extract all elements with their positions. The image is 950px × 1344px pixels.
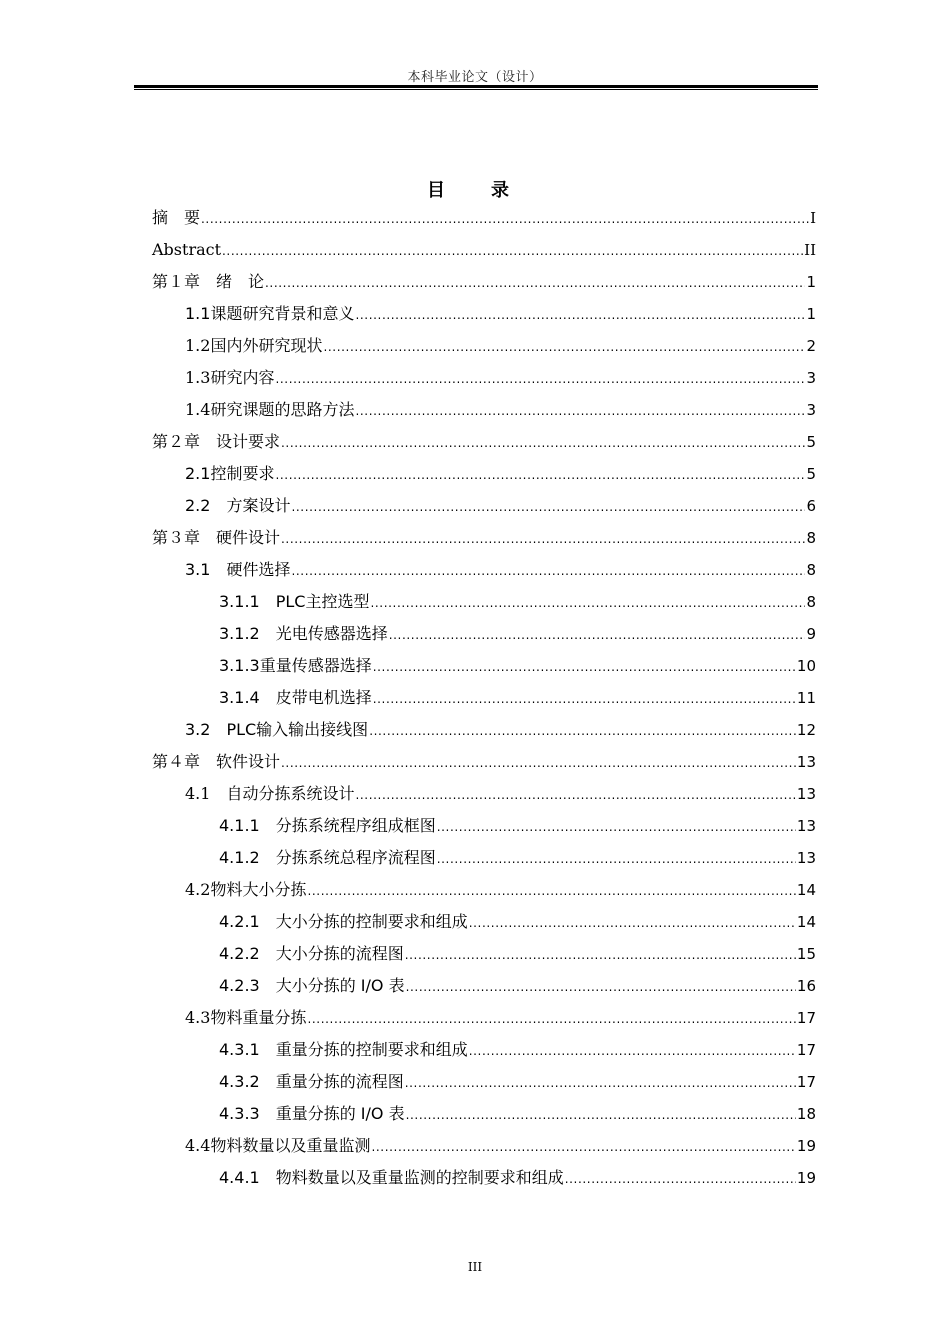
toc-entry[interactable] <box>152 1162 816 1194</box>
toc-dot-leader <box>355 779 795 811</box>
toc-entry-label: 3.1.3重量传感器选择 <box>219 656 372 675</box>
toc-entry-label: 2.1控制要求 <box>185 464 275 483</box>
toc-entry[interactable] <box>152 1098 816 1130</box>
header-rule-thick <box>134 85 818 88</box>
toc-entry[interactable] <box>152 394 816 426</box>
toc-dot-leader <box>265 267 805 299</box>
toc-entry-page-number: 9 <box>806 625 816 643</box>
toc-entry-page-number: 3 <box>806 401 816 419</box>
toc-entry[interactable] <box>152 202 816 234</box>
toc-entry[interactable] <box>152 874 816 906</box>
toc-entry-label: 4.3.3 重量分拣的 I/O 表 <box>219 1104 405 1123</box>
toc-entry-page-number: 12 <box>796 721 816 739</box>
toc-entry-page-number: 17 <box>796 1073 816 1091</box>
toc-entry-label: 4.3.1 重量分拣的控制要求和组成 <box>219 1040 468 1059</box>
toc-entry-page-number: 10 <box>796 657 816 675</box>
toc-entry-label: 4.1.2 分拣系统总程序流程图 <box>219 848 436 867</box>
toc-entry[interactable] <box>152 970 816 1002</box>
toc-entry-page-number: 11 <box>796 689 816 707</box>
toc-entry[interactable] <box>152 1066 816 1098</box>
toc-entry-label: 4.3.2 重量分拣的流程图 <box>219 1072 404 1091</box>
toc-entry[interactable] <box>152 362 816 394</box>
toc-dot-leader <box>291 491 805 523</box>
toc-entry-label: 第３章 硬件设计 <box>152 528 281 547</box>
toc-entry[interactable] <box>152 426 816 458</box>
toc-entry-page-number: II <box>804 241 816 259</box>
toc-entry-label: 2.2 方案设计 <box>185 496 291 515</box>
toc-dot-leader <box>373 683 796 715</box>
toc-entry-page-number: 1 <box>806 273 816 291</box>
toc-entry-label: Abstract <box>152 240 222 259</box>
toc-entry[interactable] <box>152 234 816 266</box>
toc-dot-leader <box>355 299 805 331</box>
toc-entry-page-number: 13 <box>796 849 816 867</box>
toc-dot-leader <box>307 875 795 907</box>
toc-entry-label: 4.2.3 大小分拣的 I/O 表 <box>219 976 405 995</box>
toc-dot-leader <box>291 555 805 587</box>
toc-entry-page-number: 13 <box>796 785 816 803</box>
toc-entry[interactable] <box>152 586 816 618</box>
toc-entry-page-number: 6 <box>806 497 816 515</box>
toc-entry-page-number: 19 <box>796 1137 816 1155</box>
toc-entry[interactable] <box>152 490 816 522</box>
toc-entry-page-number: 3 <box>806 369 816 387</box>
toc-entry-label: 3.1 硬件选择 <box>185 560 291 579</box>
toc-dot-leader <box>406 971 796 1003</box>
toc-entry-label: 1.3研究内容 <box>185 368 275 387</box>
toc-entry-label: 4.1.1 分拣系统程序组成框图 <box>219 816 436 835</box>
toc-entry-page-number: 15 <box>796 945 816 963</box>
toc-entry[interactable] <box>152 810 816 842</box>
toc-entry-page-number: 1 <box>806 305 816 323</box>
toc-entry-page-number: I <box>810 209 816 227</box>
toc-dot-leader <box>281 427 805 459</box>
toc-entry-label: 3.1.4 皮带电机选择 <box>219 688 372 707</box>
toc-entry[interactable] <box>152 298 816 330</box>
toc-entry-label: 4.1 自动分拣系统设计 <box>185 784 355 803</box>
toc-entry-label: 摘 要 <box>152 208 201 227</box>
toc-entry-label: 4.4.1 物料数量以及重量监测的控制要求和组成 <box>219 1168 564 1187</box>
toc-dot-leader <box>389 619 806 651</box>
toc-dot-leader <box>222 235 803 267</box>
toc-entry-page-number: 19 <box>796 1169 816 1187</box>
toc-entry[interactable] <box>152 554 816 586</box>
toc-dot-leader <box>371 1131 795 1163</box>
toc-entry[interactable] <box>152 522 816 554</box>
page-number: III <box>467 1260 483 1274</box>
toc-entry-label: 4.2.2 大小分拣的流程图 <box>219 944 404 963</box>
toc-entry-page-number: 13 <box>796 817 816 835</box>
toc-entry-page-number: 14 <box>796 913 816 931</box>
toc-entry-page-number: 18 <box>796 1105 816 1123</box>
toc-dot-leader <box>370 587 805 619</box>
toc-entry-label: 1.2国内外研究现状 <box>185 336 323 355</box>
toc-entry[interactable] <box>152 618 816 650</box>
toc-entry-label: 3.1.1 PLC主控选型 <box>219 592 370 611</box>
toc-entry-page-number: 5 <box>806 433 816 451</box>
toc-entry[interactable] <box>152 778 816 810</box>
toc-entry-label: 4.4物料数量以及重量监测 <box>185 1136 371 1155</box>
toc-dot-leader <box>437 811 796 843</box>
toc-dot-leader <box>406 1099 796 1131</box>
toc-dot-leader <box>469 1035 796 1067</box>
toc-entry[interactable] <box>152 1034 816 1066</box>
toc-entry-page-number: 2 <box>806 337 816 355</box>
toc-entry-page-number: 5 <box>806 465 816 483</box>
toc-entry-label: 3.2 PLC输入输出接线图 <box>185 720 369 739</box>
toc-entry-page-number: 13 <box>796 753 816 771</box>
toc-entry-label: 4.2物料大小分拣 <box>185 880 307 899</box>
toc-entry[interactable] <box>152 330 816 362</box>
table-of-contents <box>152 202 816 1194</box>
toc-entry[interactable] <box>152 682 816 714</box>
toc-dot-leader <box>565 1163 796 1195</box>
toc-dot-leader <box>275 363 805 395</box>
toc-dot-leader <box>355 395 805 427</box>
toc-entry-page-number: 14 <box>796 881 816 899</box>
toc-entry-label: 第２章 设计要求 <box>152 432 281 451</box>
toc-dot-leader <box>307 1003 795 1035</box>
toc-entry-page-number: 8 <box>806 593 816 611</box>
toc-entry[interactable] <box>152 458 816 490</box>
toc-entry[interactable] <box>152 746 816 778</box>
toc-entry-label: 1.4研究课题的思路方法 <box>185 400 355 419</box>
toc-dot-leader <box>469 907 796 939</box>
toc-dot-leader <box>323 331 805 363</box>
header-rule-thin <box>134 89 818 90</box>
toc-dot-leader <box>281 523 805 555</box>
toc-entry-page-number: 17 <box>796 1009 816 1027</box>
toc-dot-leader <box>281 747 796 779</box>
toc-entry[interactable] <box>152 650 816 682</box>
toc-entry-page-number: 8 <box>806 529 816 547</box>
toc-entry-page-number: 17 <box>796 1041 816 1059</box>
toc-dot-leader <box>405 939 796 971</box>
toc-entry-label: 第１章 绪 论 <box>152 272 265 291</box>
page-header-title: 本科毕业论文（设计） <box>407 70 543 85</box>
toc-dot-leader <box>373 651 796 683</box>
toc-entry-page-number: 8 <box>806 561 816 579</box>
toc-entry-label: 4.3物料重量分拣 <box>185 1008 307 1027</box>
toc-title: 目 录 <box>427 180 523 201</box>
toc-entry[interactable] <box>152 842 816 874</box>
toc-entry-label: 3.1.2 光电传感器选择 <box>219 624 388 643</box>
toc-entry-label: 第４章 软件设计 <box>152 752 281 771</box>
toc-entry-label: 1.1课题研究背景和意义 <box>185 304 355 323</box>
toc-dot-leader <box>369 715 796 747</box>
toc-dot-leader <box>275 459 805 491</box>
toc-entry-label: 4.2.1 大小分拣的控制要求和组成 <box>219 912 468 931</box>
toc-entry[interactable] <box>152 1130 816 1162</box>
toc-entry[interactable] <box>152 1002 816 1034</box>
toc-entry[interactable] <box>152 906 816 938</box>
toc-dot-leader <box>405 1067 796 1099</box>
toc-entry[interactable] <box>152 266 816 298</box>
toc-dot-leader <box>201 203 809 235</box>
toc-entry[interactable] <box>152 714 816 746</box>
toc-entry[interactable] <box>152 938 816 970</box>
toc-entry-page-number: 16 <box>796 977 816 995</box>
toc-dot-leader <box>437 843 796 875</box>
